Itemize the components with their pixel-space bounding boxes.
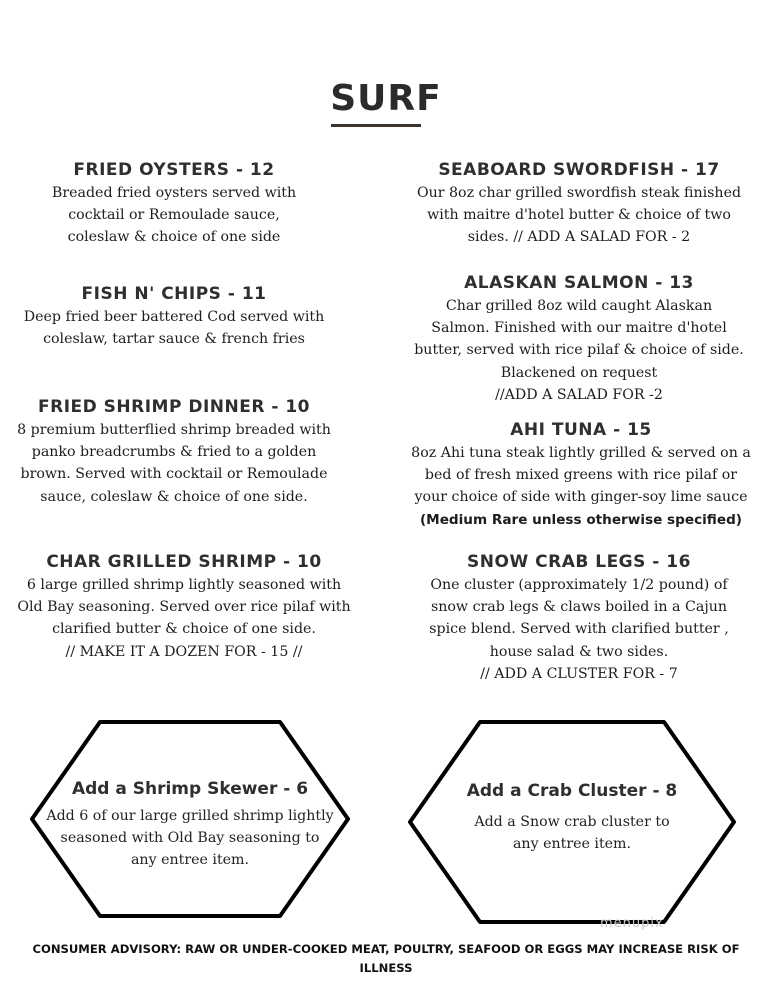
desc-line: Our 8oz char grilled swordfish steak finished <box>416 185 742 201</box>
item-name: FRIED SHRIMP DINNER - 10 <box>38 397 310 417</box>
desc-line: snow crab legs & claws boiled in a Cajun <box>430 599 728 616</box>
desc-line: coleslaw, tartar sauce & french fries <box>43 331 305 348</box>
desc-line: Add a Snow crab cluster to <box>474 814 670 830</box>
desc-line: Char grilled 8oz wild caught Alaskan <box>445 298 713 314</box>
item-name: AHI TUNA - 15 <box>510 420 652 440</box>
item-description <box>14 419 334 508</box>
menu-item-fried-oysters <box>14 160 334 249</box>
menu-item-char-grilled-shrimp <box>14 552 354 663</box>
menu-item-fried-shrimp-dinner <box>14 397 334 508</box>
desc-line: panko breadcrumbs & fried to a golden <box>31 444 317 461</box>
desc-line: sides. // ADD A SALAD FOR - 2 <box>467 229 691 246</box>
item-description <box>14 574 354 663</box>
desc-line: any entree item. <box>512 836 632 853</box>
desc-line: brown. Served with cocktail or Remoulade <box>20 466 328 483</box>
item-name: ALASKAN SALMON - 13 <box>464 273 694 293</box>
watermark: menupix <box>600 916 664 931</box>
desc-line: butter, served with rice pilaf & choice of side. <box>414 342 744 359</box>
menu-item-fish-n-chips <box>14 284 334 350</box>
item-name: FISH N' CHIPS - 11 <box>81 284 267 304</box>
item-name: SNOW CRAB LEGS - 16 <box>467 552 691 572</box>
addon-content <box>408 781 736 855</box>
consumer-advisory <box>0 940 772 978</box>
menu-item-snow-crab-legs <box>404 552 754 685</box>
item-description <box>14 306 334 350</box>
desc-line: cocktail or Remoulade sauce, <box>68 207 280 224</box>
addon-shrimp-skewer <box>30 716 350 922</box>
menu-item-seaboard-swordfish <box>404 160 754 249</box>
menu-item-alaskan-salmon <box>404 273 754 406</box>
desc-line: with maitre d'hotel butter & choice of two <box>427 207 731 224</box>
desc-line: Blackened on request <box>500 364 658 381</box>
desc-line: bed of fresh mixed greens with rice pilaf or <box>424 467 738 484</box>
desc-line-note: (Medium Rare unless otherwise specified) <box>419 511 743 528</box>
desc-line: 8 premium butterflied shrimp breaded with <box>17 422 331 438</box>
addon-name: Add a Shrimp Skewer - 6 <box>71 779 309 799</box>
page-title: SURF <box>330 78 442 119</box>
desc-line: Deep fried beer battered Cod served with <box>23 309 325 325</box>
desc-line: Breaded fried oysters served with <box>51 185 297 201</box>
desc-line: seasoned with Old Bay seasoning to <box>60 830 320 847</box>
desc-line: coleslaw & choice of one side <box>67 229 281 246</box>
desc-line: Old Bay seasoning. Served over rice pilaf with <box>17 599 351 616</box>
item-description <box>404 574 754 685</box>
item-description <box>14 182 334 249</box>
desc-line: // ADD A CLUSTER FOR - 7 <box>480 665 678 682</box>
desc-line: clarified butter & choice of one side. <box>52 621 316 638</box>
desc-line: // MAKE IT A DOZEN FOR - 15 // <box>65 643 303 660</box>
desc-line: Salmon. Finished with our maitre d'hotel <box>431 320 727 337</box>
item-name: SEABOARD SWORDFISH - 17 <box>438 160 720 180</box>
addon-crab-cluster <box>408 716 736 928</box>
addon-content <box>30 779 350 872</box>
addon-description <box>30 805 350 872</box>
desc-line: sauce, coleslaw & choice of one side. <box>40 488 308 505</box>
desc-line: any entree item. <box>130 852 250 869</box>
item-name: CHAR GRILLED SHRIMP - 10 <box>46 552 322 572</box>
item-description <box>404 295 754 406</box>
title-underline <box>331 124 421 127</box>
item-name: FRIED OYSTERS - 12 <box>73 160 275 180</box>
advisory-line: ILLNESS <box>359 961 413 975</box>
desc-line: Add 6 of our large grilled shrimp lightly <box>46 808 334 824</box>
addon-description <box>408 811 736 855</box>
item-description <box>400 442 762 531</box>
desc-line: spice blend. Served with clarified butter , <box>429 621 729 638</box>
menu-item-ahi-tuna <box>400 420 762 531</box>
item-description <box>404 182 754 249</box>
advisory-line: CONSUMER ADVISORY: RAW OR UNDER-COOKED MEAT, POULTRY, SEAFOOD OR EGGS MAY INCREASE RISK OF <box>32 942 740 956</box>
addon-name: Add a Crab Cluster - 8 <box>466 781 678 801</box>
desc-line: 8oz Ahi tuna steak lightly grilled & served on a <box>411 445 751 461</box>
desc-line: 6 large grilled shrimp lightly seasoned with <box>26 577 342 593</box>
desc-line: One cluster (approximately 1/2 pound) of <box>430 577 728 593</box>
desc-line: //ADD A SALAD FOR -2 <box>495 386 663 403</box>
desc-line: house salad & two sides. <box>489 643 669 660</box>
desc-line: your choice of side with ginger-soy lime sauce <box>414 489 748 506</box>
